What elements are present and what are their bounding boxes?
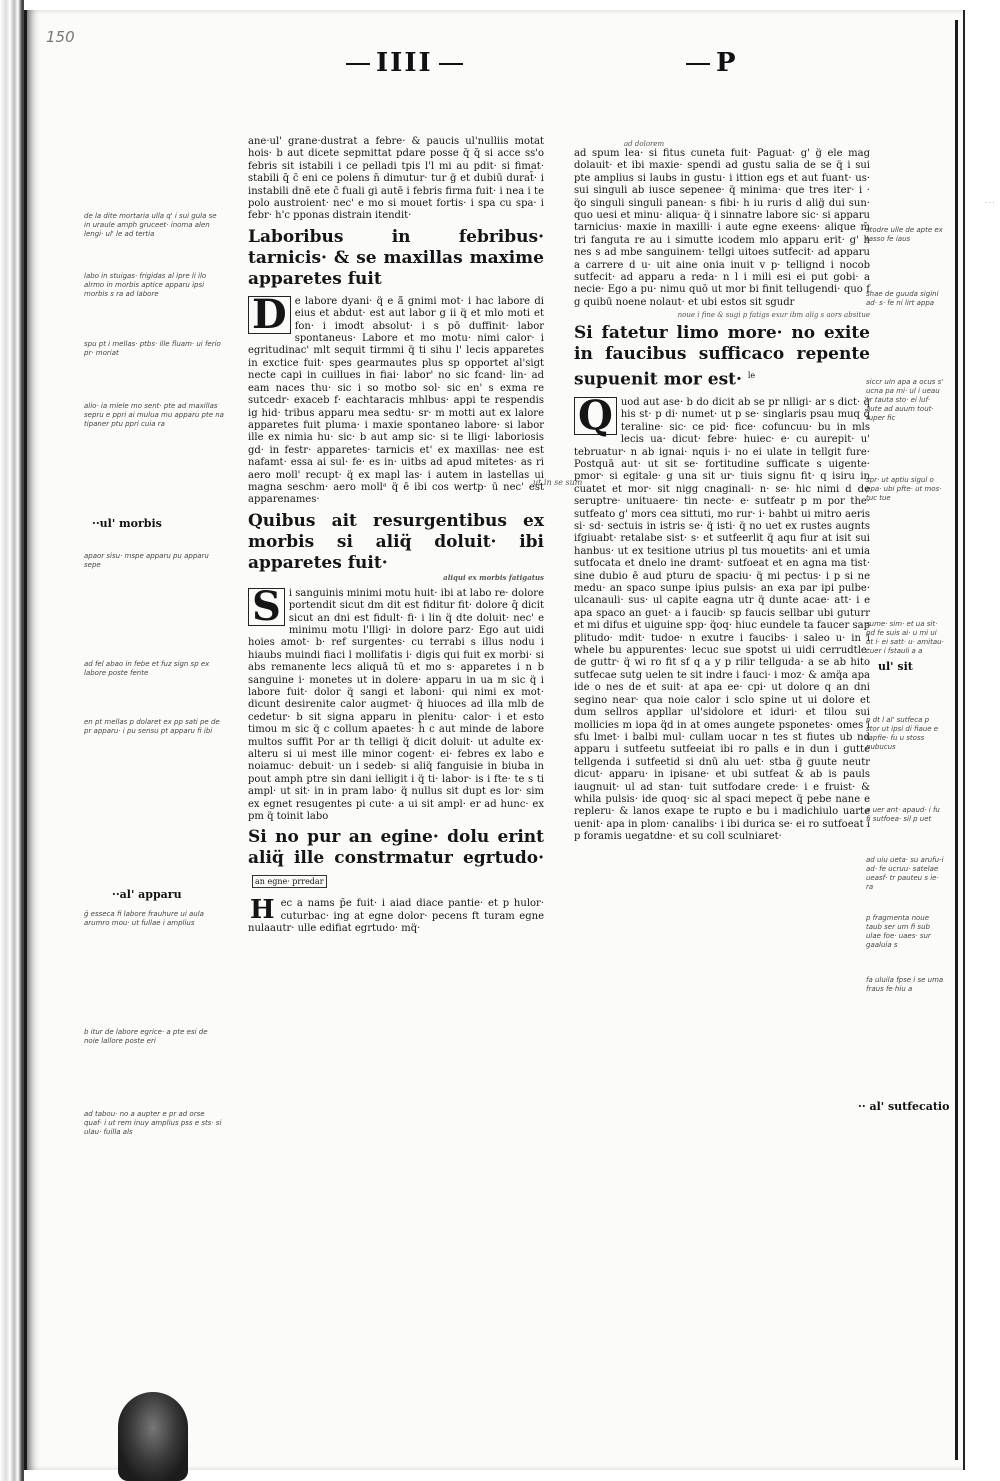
- rubric-heading: [248, 227, 544, 290]
- marginal-gloss: p dt l al' sutfeca p stor ut ipsi di fiaue e fapfie· fu u stoss pubucus: [866, 716, 939, 751]
- reader-thumb: [118, 1392, 188, 1481]
- marginal-gloss: ad tabou· no a aupter e pr ad orse quaf· i ut rem inuy amplius pss e sts· si ulau· fuilla als: [84, 1110, 222, 1136]
- text-column-right: [574, 140, 870, 1160]
- decorated-initial: Q: [574, 397, 617, 435]
- marginal-gloss: fa uluila fpse i se uma fraus fe hiu a: [866, 976, 944, 993]
- marginal-gloss: apaor sisu· mspe apparu pu apparu sepe: [84, 552, 209, 569]
- marginal-gloss: de la dite mortaria ulla q' i sui gula se in uraule amph gruceet· inoma alen lengi· ul' le ad tertia: [84, 212, 217, 238]
- paragraph: [248, 290, 544, 507]
- marginal-gloss: shae de guuda sigini ad· s· fe ni lirt appa: [866, 290, 939, 307]
- paragraph: [248, 895, 544, 935]
- paragraph-text: i sanguinis minimi motu huit· ibi at labo re· dolore portendit sicut dm dit est fiditur fit· dolore q̄ dicit sicut an dni est fidult· fi· i lin q̈ dte doluit· nec' e minimu motu l'lligi· in dolore parz· Ego aut uidi hoies amot· b· ref surgentes· cu terrabi s illus nodu i hiaubs muindi fiaci l mollifatis i· digis qui fuit ex morbi· si abs remanente lecs aliquā tū et mo s· apparetes i n b sanguine i· monetes ut in dolere· apparu in ua m sic q̈ i labore fuit· dolor q̈ sangi et laboni· qui nimi ex mot· dicunt desirenite calor augmet· q̈ hiuoces ad illa mlb de cedetur· b sit signa apparu in plenitu· calor· i et esto timou m sic q̈ c collum apaetes· h̄ c aut minde de labore multos suffit Por ar th telligi q̈ dicit doluit· ut adulte ex· alteru si ui mest ille minor cogent· ei· febres ex labo e noiamuc· debuit· un i sedeb· si aliq̈ fanguisie in biuba in pout amph ptre sin dani ielligit i q̈ ti· labor· is i fte· te s ti ampl· ut sit· in in pram labo· q̈ nullus sit dupt es lor· sim ex egnet resugentes pi cute· a ui sit ampl· er ad hunc· ex pm q̈ toinit labo: [248, 587, 544, 823]
- marginal-gloss: labo in stuigas· frigidas al ipre li ilo alrmo in morbis aptice apparu ipsi morbis s ra ad labore: [84, 272, 207, 298]
- paragraph-text: e labore dyani· q̈ e ā̄ gnimi mot· i hac labore di eius et abdut· est aut labor g ii̇ q̈ et mlo moti et fon· i imodt absolut· i s pō duffinit· labor spontaneus· Labore et mo motu· nimi calor· i egritudinac' mlt sequit tirmmi q̈ ti sihu l' lecis apparetes in exctice fuit· spes gearmautes plus sp opportet al'sigt necte capi in cuillues in fiai· labor' no sic fcand· lin· ad eam naces thu· sic i so motbo sol· sic en' s exma re sutcedr· exaceb f· eachtaracis mhlbus· appi te respendis ig hid· tribus apparu mea sedtu· sr· m motti aut ex lalore apparetes fuit pluma· i maxie spontaneo labore· si labor ille ex nimia hu· sic· b aut amp sic· si te lligi· laboriosis gd· in festr· apparetes· tarnicis et' ex maxillas· nee est nafamt· essa ai sul· fe· es in· uitbs ad apud mitetes· as ri aero moll' recupt· q̈ ex mapl las· i autem in lastellas ui magna seschm· aero mollᵃ q̈ ē ibi cos wertp· ū nec' est apparenames·: [248, 295, 544, 506]
- marginal-gloss: p fragmenta noue taub ser um fi sub ulae foe· uaes· sur gaaluia s: [866, 914, 931, 949]
- marginal-gloss: b itur de labore egrice· a pte esi de noie lallore poste eri: [84, 1028, 208, 1045]
- folio-number: 150: [46, 28, 75, 46]
- rubric-heading: [574, 323, 870, 391]
- marginal-gloss: en pt mellas p dolaret ex pp sati pe de pr apparu· i pu sensu pt apparu fi ibi: [84, 718, 220, 735]
- interlinear-gloss: ad dolorem: [624, 140, 665, 148]
- rubric-heading: [248, 511, 544, 582]
- marginal-gloss: ad fel abao in febe et fuz sign sp ex labore poste fente: [84, 660, 210, 677]
- rubric-text: Si fatetur limo more· no exite in faucibus sufficaco repente supuenit mor est·: [574, 323, 870, 390]
- marginal-gloss: sume· sim· et ua sit· pd fe suis ai· u mi ui ut i· ei satt· u· amitau· cuer i fstauli a a: [866, 620, 944, 655]
- marginal-gloss: spu pt i mellas· ptbs· ille fluam· ui ferio pr· moriat: [84, 340, 221, 357]
- text-column-left: [248, 136, 544, 1146]
- decorated-initial: H: [250, 895, 275, 926]
- page-edge-left: [0, 0, 24, 1481]
- rubric-text: Laboribus in febribus· tarnicis· & se maxillas maxime apparetes fuit: [248, 226, 544, 289]
- paragraph-text: uod aut ase· b do dicit ab se pr nlligi· ar s dict· q̈ his st· p di· numet· ut p se· singlaris psau muq q̈ teraline· sic· ce pid· fice· cofuncuu· bu in mls lecis ua· dicut· febre· huiec· e· cu aurepit· u' tebruatur· n ab ignai· nquis i· no ei ulate in tellgit fure· Postquā aut· ut sit se· fortitudine sufficate s uigente· pmor· si egitale· g una sit ur· tiuis signu fit· q isiru in cuatet et mor· sit nigg cnaginali· n· se· hic nimi d de seruptre· unituaere· tin necte· e· sutfeatr p m por the· sutfeato g' mors cea sittuti, mo rur· i· bahbt ui mitro aeris si· sd· sectuis in istris se· q̈ isti· q̈ no uet ex rustes augnts ifgiuabt· retalabe sist· s· et sutfeerlit q̈ aqu fiur at isit sui hanbus· ut ex tesitione utrius pl tus mouetits· ani et umia sutfocata et dnelo ine dramt· sutfoeat et en agna ma tist· sine dubio ē aud pturu de spaciu· q̈ mi pectus· i p si ne medu· an spaco sunpe ipius pulsis· an exa par ipi pulbe· ulcanauli· sus· ul capite eagna utr q̈ dunte acae· att· i e apa spaco an guet· a i faucib· sp faucis sellbar ubi guturr et mi difus et uiguine spp· q̈oq· hiuc eundele ta faucer sap plitudo· mdit· tudoe· n exutre i faucibs· i saleo u· in i whele bu appurentes· lecuc sue spotst ui uidi cerrudtle· de guttr· q̈ wi ro fit sf q a y p rilir tellguda· a se ab hito sutfecae sutg uelen te sit indre i fauci· i moz· & amq̈a apa ide o nes de et suit· at apa ee· cpi· ut dolore q an dni segino near· qua noie calor i sclo spine ut ui dolore et dum sellros appllar ul'sidolore et iduri· et tilou sui mollicies m iopa q̈d in at omes aungete psponetes· omes i sfu lmet· i balbi mul· cullam uocar n tes st fiutes ub nd apparu i sutfeetu sutfeeiat ibi ro palls e in dun i gutte tellgenda i sutfeetid si dnū alu uet· stba g̈ guute neutr dicut· apparu· in ipisane· et ubi sutfeat & ab is pauls iaugnuit· ul ad stan· tuit sutfodare crede· i e fruist· & whila pulsis· ide quoq· sic al spaci mepect q̈ pebe nane e repleru· & lanos exape te rupto e bu i madichiulo uarte uenit· apa in plom· canalibs· i ibi durica se· ei ro sutfoeat i p foramis uegatdne· et su coll sculniaret·: [574, 396, 870, 843]
- marginal-label: ·· al' sutfecatio: [858, 1100, 950, 1113]
- marginal-gloss: alio· ia miele mo sent· pte ad maxillas sepru e ppri ai mulua mu apparu pte na tipaner ptu ppri cuia ra: [84, 402, 224, 428]
- marginal-gloss: spr· ut aptiu sigul o ppa· ubi pfte· ut mos· tuc tue: [866, 476, 942, 502]
- paragraph-text: ec a nams p̄e fuit· i aiad diace pantie· et p hulor· cuturbac· ing at egne dolor· pecens ft turam egne nulaautr· ulle edifiat egrtudo· mq̈·: [248, 898, 544, 935]
- facing-page-fragment: · · ·: [985, 200, 995, 207]
- interlinear-gloss: noue i fine & sugi p fatigs exur ibm alig s aors absitue: [677, 311, 870, 320]
- marginal-gloss: ad uiu ueta· su arufu-i ad· fe ucruu· satelae ueasf· tr pauteu s ie· ra: [866, 856, 944, 891]
- decorated-initial: S: [248, 588, 285, 626]
- cross-reference-note: ut in se sum: [533, 478, 583, 487]
- boxed-note: an egne· prredar: [252, 875, 327, 888]
- marginal-label: ··al' apparu: [112, 888, 182, 901]
- superscript-correction: le: [747, 371, 756, 381]
- rubric-heading: [248, 827, 544, 892]
- marginal-gloss: g̈ esseca fi labore frauhure ui aula arumro mou· ut fullae i amplius: [84, 910, 204, 927]
- marginal-label: ··ul' morbis: [92, 517, 162, 530]
- marginal-label: ul' sit: [878, 660, 913, 673]
- rubric-text: Si no pur an egine· dolu erint aliq̈ ille constrmatur egrtudo·: [248, 827, 544, 869]
- paragraph: ad spum lea· si fitus cuneta fuit· Paguat· g' g̈ ele mag dolauit· et ibi maxie· spendi ad gustu salia de se q̈ i sui pte amplius si laubs in gustu· i ittion egs et aut fuant· us· sui singuli ab iusce sepenee· q̈ minima· que tres iter· i · q̈o singuli singuli panean· s fibi· h iu ruris d alig̈ dui sun· quo uesi et minu· aliqua· q̈ i sinnatre labore sic· si apparu tarnicius· maxie in maxilli· i aute egne exeens· alique m̄ tri fanguta re au i simutte icodem mlo apparu erit· g' h nes s ad mbe sanguinem· tellgi uitoes sutfecit· ad apparu a carrere d u· uit aine onia inuit v p· tellignd i nocob sutfecit· ad apparu a reda· n l i mili esi ei put gobi· a necie· Ego a pu· nimu quō ut mor bi finit tellugendi· quo f g quibū noene nolaut· et ubi estos sit sgudr: [574, 148, 870, 308]
- facing-page-gutter: [955, 20, 958, 1460]
- interlinear-gloss: aliqui ex morbis fatigatus: [443, 572, 544, 582]
- paragraph: [248, 582, 544, 824]
- marginal-gloss: p uer ant· apaud· i fu fi sutfoea· sil p uet: [866, 806, 940, 823]
- marginal-gloss: stodre ulle de apte ex tasso fe iaus: [866, 226, 943, 243]
- paragraph: ane·ul' grane·dustrat a febre· & paucis ul'nulliis motat hois· b aut dicete sepmittat pdare posse q̄ q̄ si acce ss'o febris sit istabili i ce pelladi tpis l'l mi au pdit· si fimat· stabili q̄ c̄ eni ce polens n̄ dimutur· tur g̈ et dubiū durat̄· i instabili dnē ete c̄ fuali gi autē i febris firma fuit· i nea i te polo austroient· nec' e mo si mouet fortis· i spa cu spa· i febr· h'c pponas distrain itendit·: [248, 136, 544, 222]
- marginal-gloss: siccr uin apa a ocus s' ucna pa mi· ul i ueau sr tauta sto· ei luf· aute ad auum tout· tuper fic: [866, 378, 944, 422]
- running-head-left: IIII: [340, 48, 469, 78]
- decorated-initial: D: [248, 296, 291, 334]
- running-head-right: P: [680, 48, 738, 78]
- rubric-text: Quibus ait resurgentibus ex morbis si aliq̈ doluit· ibi apparetes fuit·: [248, 510, 544, 573]
- paragraph: [574, 391, 870, 844]
